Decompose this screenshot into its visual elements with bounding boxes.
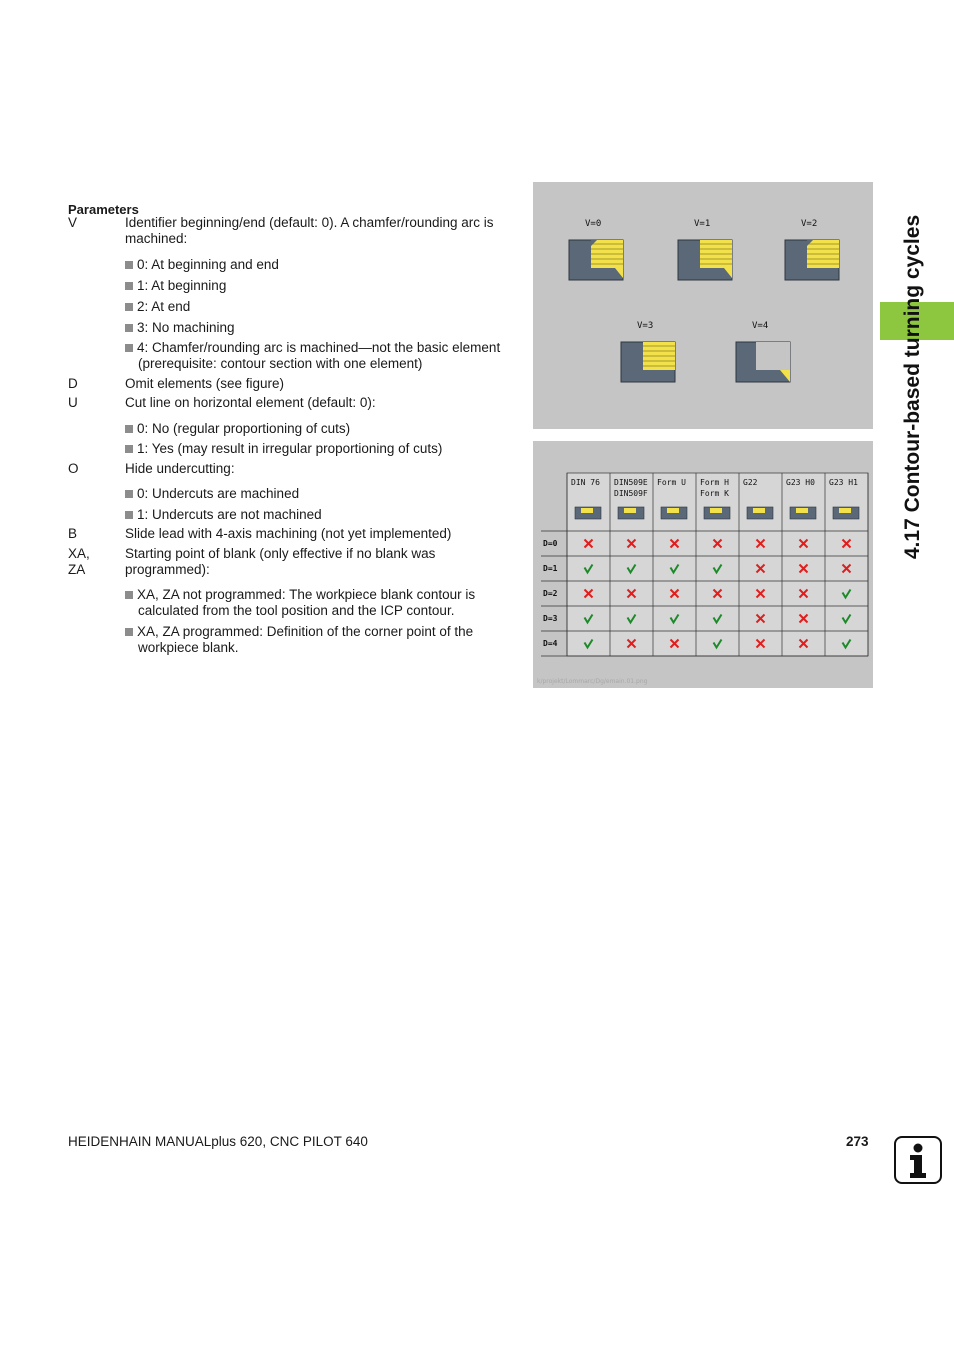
figure-d-table (533, 441, 873, 688)
table-frame (567, 473, 868, 656)
column-header: G22 (743, 478, 758, 487)
parameter-option (125, 507, 523, 523)
parameter-key: O (68, 461, 79, 476)
bullet-square-icon (125, 490, 133, 498)
variant-label: V=0 (585, 219, 602, 229)
parameter-option (125, 441, 523, 457)
parameter-key: V (68, 215, 78, 230)
parameter-key: D (68, 376, 78, 391)
option-text: XA, ZA programmed: Definition of the corner point of the workpiece blank. (137, 624, 474, 655)
option-text: 0: Undercuts are machined (137, 486, 300, 501)
side-title-wrap (896, 180, 930, 594)
bullet-square-icon (125, 324, 133, 332)
column-header: DIN 76 (571, 478, 600, 487)
option-text: 0: No (regular proportioning of cuts) (137, 421, 351, 436)
column-header: DIN509F (614, 489, 648, 498)
parameter-key: B (68, 526, 78, 541)
row-label: D=2 (543, 589, 558, 598)
option-text: 3: No machining (137, 320, 235, 335)
bullet-square-icon (125, 591, 133, 599)
undercut-highlight (839, 508, 851, 513)
parameter-option (125, 340, 523, 372)
variant-label: V=3 (637, 321, 654, 331)
parameter-option (125, 257, 523, 273)
option-text: 1: Undercuts are not machined (137, 507, 322, 522)
column-header: DIN509E (614, 478, 648, 487)
undercut-highlight (624, 508, 636, 513)
parameter-key: U (68, 395, 78, 410)
option-text: 4: Chamfer/rounding arc is machined—not the basic element (prerequisite: contour section with one element) (137, 340, 501, 371)
side-title: 4.17 Contour-based turning cycles (901, 214, 924, 560)
bullet-square-icon (125, 282, 133, 290)
bullet-square-icon (125, 425, 133, 433)
bullet-square-icon (125, 445, 133, 453)
figure-d-svg (533, 441, 873, 688)
undercut-highlight (710, 508, 722, 513)
parameter-option (125, 624, 523, 656)
bullet-square-icon (125, 303, 133, 311)
figure-caption: k/projekt/Lommarc/Dg/emain.01.png (537, 678, 648, 685)
bullet-square-icon (125, 511, 133, 519)
removed-region (756, 342, 790, 370)
parameter-option (125, 299, 523, 315)
option-text: XA, ZA not programmed: The workpiece blank contour is calculated from the tool position and the ICP contour. (137, 587, 476, 618)
parameter-description: Slide lead with 4-axis machining (not yet implemented) (125, 526, 452, 541)
parameter-option (125, 587, 523, 619)
column-header: G23 H1 (829, 478, 858, 487)
variant-label: V=1 (694, 219, 711, 229)
footer-text: HEIDENHAIN MANUALplus 620, CNC PILOT 640 (68, 1134, 368, 1149)
parameter-key: XA, ZA (68, 546, 90, 577)
parameter-description: Omit elements (see figure) (125, 376, 285, 391)
figure-v-svg (533, 182, 873, 429)
row-label: D=3 (543, 614, 558, 623)
bullet-square-icon (125, 344, 133, 352)
column-header: Form U (657, 478, 686, 487)
undercut-highlight (581, 508, 593, 513)
row-label: D=0 (543, 539, 558, 548)
undercut-highlight (667, 508, 679, 513)
row-label: D=4 (543, 639, 558, 648)
option-text: 2: At end (137, 299, 191, 314)
parameter-option (125, 278, 523, 294)
page-number: 273 (846, 1134, 869, 1149)
variant-label: V=4 (752, 321, 769, 331)
option-text: 0: At beginning and end (137, 257, 279, 272)
option-text: 1: At beginning (137, 278, 227, 293)
figure-v-variants (533, 182, 873, 429)
parameter-description: Starting point of blank (only effective if no blank was programmed): (125, 546, 436, 577)
column-header: G23 H0 (786, 478, 815, 487)
parameter-description: Cut line on horizontal element (default: 0): (125, 395, 376, 410)
parameter-option (125, 421, 523, 437)
variant-label: V=2 (801, 219, 818, 229)
parameter-description: Hide undercutting: (125, 461, 235, 476)
column-header: Form K (700, 489, 729, 498)
row-label: D=1 (543, 564, 558, 573)
info-icon (894, 1136, 942, 1184)
section-heading: Parameters (68, 202, 139, 217)
parameter-option (125, 486, 523, 502)
undercut-highlight (796, 508, 808, 513)
column-header: Form H (700, 478, 729, 487)
bullet-square-icon (125, 628, 133, 636)
parameter-option (125, 320, 523, 336)
parameter-description: Identifier beginning/end (default: 0). A chamfer/rounding arc is machined: (125, 215, 494, 246)
option-text: 1: Yes (may result in irregular proportioning of cuts) (137, 441, 443, 456)
undercut-highlight (753, 508, 765, 513)
bullet-square-icon (125, 261, 133, 269)
